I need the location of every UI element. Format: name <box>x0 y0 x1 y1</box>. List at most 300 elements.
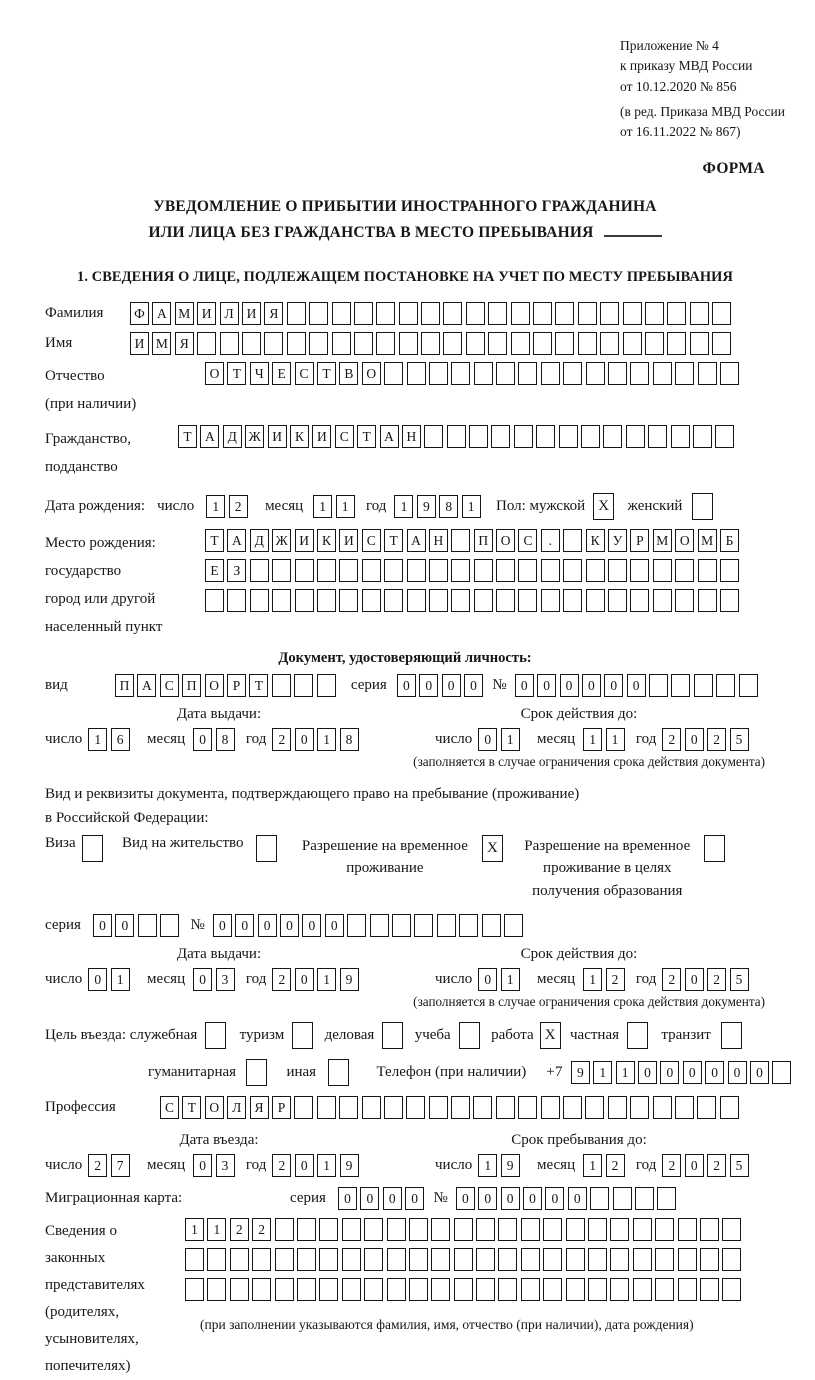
char-box[interactable]: 0 <box>683 1061 702 1084</box>
char-box[interactable] <box>693 425 712 448</box>
char-box[interactable]: С <box>335 425 354 448</box>
char-box[interactable] <box>295 589 314 612</box>
char-box[interactable] <box>720 559 739 582</box>
char-box[interactable] <box>451 589 470 612</box>
char-box[interactable]: 2 <box>707 728 726 751</box>
char-box[interactable]: 9 <box>417 495 436 518</box>
char-box[interactable]: 2 <box>272 968 291 991</box>
char-box[interactable] <box>690 332 709 355</box>
char-box[interactable] <box>387 1218 406 1241</box>
char-box[interactable] <box>370 914 389 937</box>
char-box[interactable] <box>697 1096 716 1119</box>
char-box[interactable]: 1 <box>317 728 336 751</box>
char-box[interactable]: М <box>653 529 672 552</box>
char-box[interactable] <box>297 1248 316 1271</box>
char-box[interactable]: Б <box>720 529 739 552</box>
char-box[interactable]: 2 <box>707 968 726 991</box>
char-box[interactable]: 5 <box>730 1154 749 1177</box>
char-box[interactable]: С <box>160 1096 179 1119</box>
char-box[interactable] <box>698 589 717 612</box>
char-box[interactable]: 1 <box>583 968 602 991</box>
char-box[interactable]: 0 <box>464 674 483 697</box>
char-box[interactable] <box>649 674 668 697</box>
char-box[interactable] <box>230 1278 249 1301</box>
char-box[interactable] <box>242 332 261 355</box>
char-box[interactable] <box>712 332 731 355</box>
char-box[interactable] <box>578 332 597 355</box>
char-box[interactable] <box>566 1218 585 1241</box>
char-box[interactable] <box>608 362 627 385</box>
char-box[interactable] <box>586 589 605 612</box>
char-box[interactable]: X <box>540 1022 561 1049</box>
char-box[interactable] <box>407 559 426 582</box>
char-box[interactable]: С <box>362 529 381 552</box>
char-box[interactable]: А <box>407 529 426 552</box>
char-box[interactable]: А <box>227 529 246 552</box>
char-box[interactable]: 1 <box>313 495 332 518</box>
char-box[interactable]: Л <box>227 1096 246 1119</box>
char-box[interactable]: 2 <box>88 1154 107 1177</box>
char-box[interactable] <box>387 1248 406 1271</box>
char-box[interactable]: Е <box>205 559 224 582</box>
char-box[interactable]: Е <box>272 362 291 385</box>
char-box[interactable] <box>712 302 731 325</box>
char-box[interactable]: Н <box>402 425 421 448</box>
char-box[interactable] <box>498 1218 517 1241</box>
char-box[interactable]: 2 <box>707 1154 726 1177</box>
char-box[interactable] <box>675 362 694 385</box>
char-box[interactable] <box>603 425 622 448</box>
char-box[interactable] <box>429 362 448 385</box>
char-box[interactable]: 9 <box>501 1154 520 1177</box>
char-box[interactable] <box>384 1096 403 1119</box>
char-box[interactable]: X <box>593 493 614 520</box>
char-box[interactable]: 1 <box>207 1218 226 1241</box>
char-box[interactable] <box>635 1187 654 1210</box>
char-box[interactable]: 1 <box>336 495 355 518</box>
char-box[interactable] <box>362 559 381 582</box>
char-box[interactable]: 0 <box>478 1187 497 1210</box>
char-box[interactable]: А <box>137 674 156 697</box>
char-box[interactable] <box>655 1218 674 1241</box>
char-box[interactable] <box>630 589 649 612</box>
char-box[interactable]: О <box>496 529 515 552</box>
char-box[interactable]: 0 <box>295 728 314 751</box>
char-box[interactable] <box>541 362 560 385</box>
char-box[interactable] <box>392 914 411 937</box>
char-box[interactable] <box>578 302 597 325</box>
char-box[interactable] <box>667 302 686 325</box>
char-box[interactable]: Т <box>249 674 268 697</box>
char-box[interactable] <box>364 1248 383 1271</box>
char-box[interactable]: 0 <box>515 674 534 697</box>
char-box[interactable] <box>496 559 515 582</box>
char-box[interactable] <box>675 589 694 612</box>
char-box[interactable] <box>431 1218 450 1241</box>
char-box[interactable] <box>645 302 664 325</box>
char-box[interactable] <box>82 835 103 862</box>
char-box[interactable] <box>451 362 470 385</box>
char-box[interactable]: Т <box>227 362 246 385</box>
char-box[interactable] <box>364 1218 383 1241</box>
char-box[interactable] <box>488 332 507 355</box>
char-box[interactable] <box>407 589 426 612</box>
char-box[interactable]: 0 <box>193 728 212 751</box>
char-box[interactable] <box>227 589 246 612</box>
char-box[interactable] <box>317 674 336 697</box>
char-box[interactable]: Р <box>630 529 649 552</box>
char-box[interactable]: М <box>175 302 194 325</box>
char-box[interactable] <box>275 1248 294 1271</box>
char-box[interactable] <box>623 332 642 355</box>
char-box[interactable]: 1 <box>111 968 130 991</box>
char-box[interactable] <box>518 362 537 385</box>
char-box[interactable] <box>720 589 739 612</box>
char-box[interactable] <box>633 1248 652 1271</box>
char-box[interactable] <box>431 1248 450 1271</box>
char-box[interactable]: 3 <box>216 1154 235 1177</box>
char-box[interactable]: 9 <box>340 968 359 991</box>
char-box[interactable] <box>256 835 277 862</box>
char-box[interactable]: 2 <box>606 968 625 991</box>
char-box[interactable] <box>424 425 443 448</box>
char-box[interactable] <box>207 1278 226 1301</box>
char-box[interactable] <box>431 1278 450 1301</box>
char-box[interactable]: О <box>362 362 381 385</box>
char-box[interactable]: 0 <box>325 914 344 937</box>
char-box[interactable]: 0 <box>419 674 438 697</box>
char-box[interactable]: К <box>317 529 336 552</box>
char-box[interactable] <box>678 1278 697 1301</box>
char-box[interactable] <box>287 332 306 355</box>
char-box[interactable]: Р <box>272 1096 291 1119</box>
char-box[interactable]: 1 <box>583 728 602 751</box>
char-box[interactable]: Ф <box>130 302 149 325</box>
char-box[interactable]: Т <box>357 425 376 448</box>
char-box[interactable] <box>613 1187 632 1210</box>
char-box[interactable] <box>443 302 462 325</box>
char-box[interactable] <box>511 332 530 355</box>
char-box[interactable] <box>671 674 690 697</box>
char-box[interactable] <box>387 1278 406 1301</box>
char-box[interactable] <box>421 302 440 325</box>
char-box[interactable] <box>332 302 351 325</box>
char-box[interactable] <box>429 589 448 612</box>
char-box[interactable] <box>466 332 485 355</box>
char-box[interactable] <box>185 1248 204 1271</box>
char-box[interactable] <box>328 1059 349 1086</box>
char-box[interactable] <box>384 589 403 612</box>
char-box[interactable] <box>648 425 667 448</box>
char-box[interactable]: С <box>160 674 179 697</box>
char-box[interactable] <box>421 332 440 355</box>
char-box[interactable] <box>653 362 672 385</box>
char-box[interactable] <box>563 529 582 552</box>
char-box[interactable] <box>466 302 485 325</box>
char-box[interactable] <box>678 1218 697 1241</box>
char-box[interactable]: 5 <box>730 968 749 991</box>
char-box[interactable]: 2 <box>606 1154 625 1177</box>
char-box[interactable]: О <box>205 1096 224 1119</box>
char-box[interactable]: 0 <box>442 674 461 697</box>
char-box[interactable] <box>514 425 533 448</box>
char-box[interactable] <box>451 529 470 552</box>
char-box[interactable] <box>476 1278 495 1301</box>
char-box[interactable] <box>339 589 358 612</box>
char-box[interactable] <box>498 1278 517 1301</box>
char-box[interactable] <box>246 1059 267 1086</box>
char-box[interactable] <box>138 914 157 937</box>
char-box[interactable] <box>521 1218 540 1241</box>
char-box[interactable] <box>675 1096 694 1119</box>
char-box[interactable] <box>518 589 537 612</box>
char-box[interactable]: 0 <box>193 968 212 991</box>
char-box[interactable] <box>474 559 493 582</box>
char-box[interactable] <box>220 332 239 355</box>
char-box[interactable] <box>294 674 313 697</box>
char-box[interactable]: 0 <box>685 968 704 991</box>
char-box[interactable] <box>451 559 470 582</box>
char-box[interactable] <box>600 302 619 325</box>
char-box[interactable] <box>655 1278 674 1301</box>
char-box[interactable]: . <box>541 529 560 552</box>
char-box[interactable] <box>399 302 418 325</box>
char-box[interactable] <box>608 1096 627 1119</box>
char-box[interactable] <box>586 559 605 582</box>
char-box[interactable]: 0 <box>235 914 254 937</box>
char-box[interactable]: О <box>675 529 694 552</box>
char-box[interactable] <box>671 425 690 448</box>
char-box[interactable]: М <box>698 529 717 552</box>
char-box[interactable] <box>543 1218 562 1241</box>
char-box[interactable]: И <box>295 529 314 552</box>
char-box[interactable] <box>474 362 493 385</box>
char-box[interactable] <box>319 1218 338 1241</box>
char-box[interactable]: И <box>197 302 216 325</box>
char-box[interactable]: А <box>200 425 219 448</box>
char-box[interactable]: 0 <box>338 1187 357 1210</box>
char-box[interactable]: С <box>518 529 537 552</box>
char-box[interactable] <box>772 1061 791 1084</box>
char-box[interactable] <box>566 1278 585 1301</box>
char-box[interactable] <box>275 1218 294 1241</box>
char-box[interactable] <box>626 425 645 448</box>
char-box[interactable] <box>581 425 600 448</box>
char-box[interactable] <box>319 1248 338 1271</box>
char-box[interactable] <box>197 332 216 355</box>
char-box[interactable]: О <box>205 674 224 697</box>
char-box[interactable]: 0 <box>750 1061 769 1084</box>
char-box[interactable]: Т <box>182 1096 201 1119</box>
char-box[interactable]: 7 <box>111 1154 130 1177</box>
char-box[interactable] <box>437 914 456 937</box>
char-box[interactable]: 0 <box>685 1154 704 1177</box>
char-box[interactable] <box>590 1187 609 1210</box>
char-box[interactable] <box>474 589 493 612</box>
char-box[interactable] <box>309 302 328 325</box>
char-box[interactable] <box>252 1248 271 1271</box>
char-box[interactable] <box>533 332 552 355</box>
char-box[interactable] <box>376 332 395 355</box>
char-box[interactable]: Ч <box>250 362 269 385</box>
char-box[interactable]: 0 <box>280 914 299 937</box>
char-box[interactable]: М <box>152 332 171 355</box>
char-box[interactable] <box>566 1248 585 1271</box>
char-box[interactable] <box>399 332 418 355</box>
char-box[interactable]: Т <box>384 529 403 552</box>
char-box[interactable]: 0 <box>582 674 601 697</box>
char-box[interactable] <box>414 914 433 937</box>
char-box[interactable]: 2 <box>230 1218 249 1241</box>
char-box[interactable]: 0 <box>88 968 107 991</box>
char-box[interactable] <box>317 1096 336 1119</box>
char-box[interactable] <box>342 1218 361 1241</box>
char-box[interactable]: 0 <box>360 1187 379 1210</box>
char-box[interactable]: 0 <box>728 1061 747 1084</box>
char-box[interactable] <box>451 1096 470 1119</box>
char-box[interactable]: 2 <box>272 1154 291 1177</box>
char-box[interactable]: К <box>586 529 605 552</box>
char-box[interactable]: Т <box>205 529 224 552</box>
char-box[interactable] <box>655 1248 674 1271</box>
char-box[interactable]: 9 <box>571 1061 590 1084</box>
char-box[interactable]: И <box>312 425 331 448</box>
char-box[interactable] <box>543 1248 562 1271</box>
char-box[interactable] <box>700 1218 719 1241</box>
char-box[interactable] <box>230 1248 249 1271</box>
char-box[interactable] <box>429 559 448 582</box>
char-box[interactable] <box>317 559 336 582</box>
char-box[interactable] <box>694 674 713 697</box>
char-box[interactable] <box>600 332 619 355</box>
char-box[interactable] <box>205 589 224 612</box>
char-box[interactable] <box>250 559 269 582</box>
char-box[interactable]: 1 <box>501 728 520 751</box>
char-box[interactable] <box>700 1248 719 1271</box>
char-box[interactable]: 8 <box>340 728 359 751</box>
char-box[interactable]: Д <box>223 425 242 448</box>
char-box[interactable] <box>627 1022 648 1049</box>
char-box[interactable] <box>630 559 649 582</box>
char-box[interactable] <box>409 1218 428 1241</box>
char-box[interactable] <box>406 1096 425 1119</box>
char-box[interactable] <box>362 589 381 612</box>
char-box[interactable] <box>690 302 709 325</box>
char-box[interactable]: 1 <box>462 495 481 518</box>
char-box[interactable] <box>309 332 328 355</box>
char-box[interactable]: 0 <box>660 1061 679 1084</box>
char-box[interactable] <box>722 1278 741 1301</box>
char-box[interactable] <box>443 332 462 355</box>
char-box[interactable]: Р <box>227 674 246 697</box>
char-box[interactable] <box>541 559 560 582</box>
char-box[interactable] <box>563 559 582 582</box>
char-box[interactable] <box>297 1278 316 1301</box>
char-box[interactable]: 8 <box>216 728 235 751</box>
char-box[interactable] <box>541 1096 560 1119</box>
char-box[interactable] <box>384 559 403 582</box>
char-box[interactable] <box>354 332 373 355</box>
char-box[interactable] <box>342 1278 361 1301</box>
char-box[interactable] <box>630 1096 649 1119</box>
char-box[interactable]: 0 <box>545 1187 564 1210</box>
char-box[interactable] <box>720 362 739 385</box>
char-box[interactable]: 0 <box>604 674 623 697</box>
char-box[interactable]: 2 <box>252 1218 271 1241</box>
char-box[interactable] <box>459 914 478 937</box>
char-box[interactable] <box>482 914 501 937</box>
char-box[interactable]: 1 <box>616 1061 635 1084</box>
char-box[interactable] <box>722 1218 741 1241</box>
char-box[interactable] <box>407 362 426 385</box>
char-box[interactable]: 0 <box>537 674 556 697</box>
char-box[interactable]: Л <box>220 302 239 325</box>
char-box[interactable] <box>511 302 530 325</box>
char-box[interactable] <box>715 425 734 448</box>
char-box[interactable]: П <box>182 674 201 697</box>
char-box[interactable]: 0 <box>705 1061 724 1084</box>
char-box[interactable]: 0 <box>302 914 321 937</box>
char-box[interactable]: И <box>130 332 149 355</box>
char-box[interactable]: 0 <box>478 728 497 751</box>
char-box[interactable] <box>716 674 735 697</box>
char-box[interactable] <box>610 1278 629 1301</box>
char-box[interactable]: 0 <box>295 1154 314 1177</box>
char-box[interactable] <box>272 559 291 582</box>
char-box[interactable] <box>496 362 515 385</box>
char-box[interactable] <box>476 1218 495 1241</box>
char-box[interactable] <box>633 1278 652 1301</box>
char-box[interactable]: П <box>115 674 134 697</box>
char-box[interactable] <box>543 1278 562 1301</box>
char-box[interactable] <box>496 589 515 612</box>
char-box[interactable] <box>675 559 694 582</box>
char-box[interactable] <box>382 1022 403 1049</box>
char-box[interactable]: 0 <box>93 914 112 937</box>
char-box[interactable]: С <box>295 362 314 385</box>
char-box[interactable]: 0 <box>638 1061 657 1084</box>
char-box[interactable]: 0 <box>295 968 314 991</box>
char-box[interactable] <box>347 914 366 937</box>
char-box[interactable] <box>722 1248 741 1271</box>
char-box[interactable] <box>610 1218 629 1241</box>
char-box[interactable] <box>585 1096 604 1119</box>
char-box[interactable] <box>555 332 574 355</box>
char-box[interactable] <box>205 1022 226 1049</box>
char-box[interactable]: 1 <box>185 1218 204 1241</box>
char-box[interactable]: 0 <box>501 1187 520 1210</box>
char-box[interactable]: П <box>474 529 493 552</box>
char-box[interactable]: 0 <box>568 1187 587 1210</box>
char-box[interactable] <box>588 1248 607 1271</box>
char-box[interactable] <box>491 425 510 448</box>
char-box[interactable] <box>536 425 555 448</box>
char-box[interactable] <box>272 674 291 697</box>
char-box[interactable]: 2 <box>662 1154 681 1177</box>
char-box[interactable]: 0 <box>405 1187 424 1210</box>
char-box[interactable]: 9 <box>340 1154 359 1177</box>
char-box[interactable] <box>295 559 314 582</box>
char-box[interactable]: 2 <box>662 728 681 751</box>
char-box[interactable]: Т <box>178 425 197 448</box>
char-box[interactable]: 0 <box>685 728 704 751</box>
char-box[interactable]: Н <box>429 529 448 552</box>
char-box[interactable] <box>610 1248 629 1271</box>
char-box[interactable] <box>488 302 507 325</box>
char-box[interactable]: 2 <box>229 495 248 518</box>
char-box[interactable] <box>678 1248 697 1271</box>
char-box[interactable] <box>521 1278 540 1301</box>
